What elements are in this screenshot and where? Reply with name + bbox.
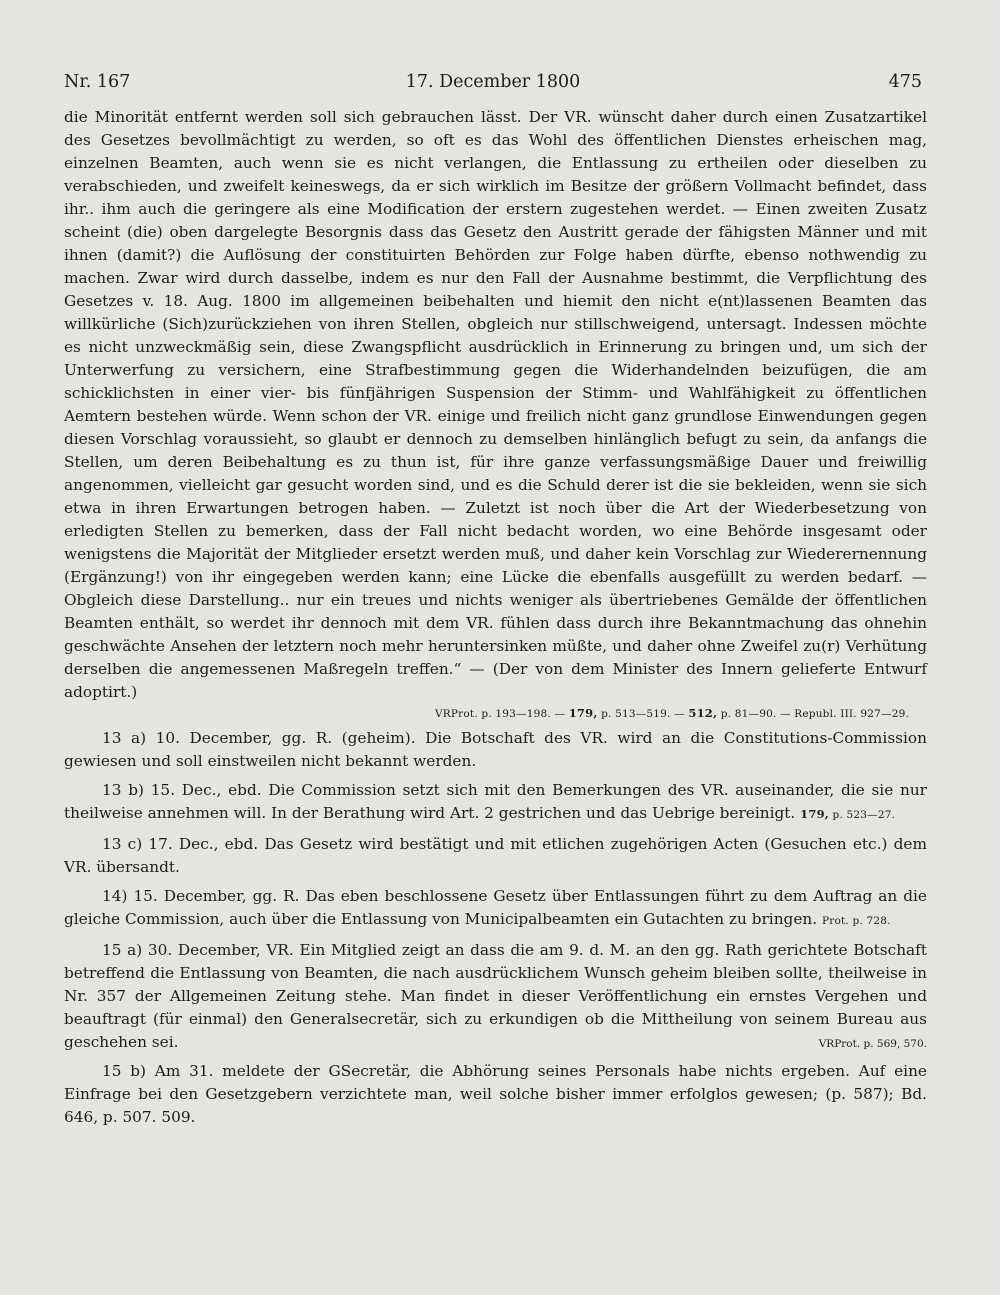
page-header <box>64 72 922 98</box>
section-text: meldete der GSecretär, die Abhörung seines Personals habe nichts ergeben. Auf eine Einfrage bei den Gesetzgebern verzichtete man, weil solche bisher immer erfolglos gewesen; (p. 587); Bd. 646, p. 507. 509. <box>64 1062 927 1126</box>
main-paragraph: die Minorität entfernt werden soll sich gebrauchen lässt. Der VR. wünscht daher durch einen Zusatzartikel des Gesetzes bevollmächtigt zu werden, so oft es das Wohl des öffentlichen Dienstes erheischen mag, einzelnen Beamten, auch wenn sie es nicht verlangen, die Entlassung zu ertheilen oder dieselben zu verabschieden, und zweifelt keineswegs, da er sich wirklich im Besitze der größern Vollmacht befindet, dass ihr.. ihm auch die geringere als eine Modification der erstern zugestehen werdet. — Einen zweiten Zusatz scheint (die) oben dargelegte Besorgnis dass das Gesetz den Austritt gerade der fähigsten Männer und mit ihnen (damit?) die Auflösung der constituirten Behörden zur Folge haben dürfte, ebenso nothwendig zu machen. Zwar wird durch dasselbe, indem es nur den Fall der Ausnahme bestimmt, die Verpflichtung des Gesetzes v. 18. Aug. 1800 im allgemeinen beibehalten und hiemit den nicht e(nt)lassenen Beamten das willkürliche (Sich)zurückziehen von ihren Stellen, obgleich nur stillschweigend, untersagt. Indessen möchte es nicht unzweckmäßig sein, diese Zwangspflicht ausdrücklich in Erinnerung zu bringen und, um sich der Unterwerfung zu versichern, eine Strafbestimmung gegen die Widerhandelnden beizufügen, die am schicklichsten in einer vier- bis fünfjährigen Suspension der Stimm- und Wahlfähigkeit zu öffentlichen Aemtern bestehen würde. Wenn schon der VR. einige und freilich nicht ganz grundlose Einwendungen gegen diesen Vorschlag voraussieht, so glaubt er dennoch zu demselben hinlänglich befugt zu sein, da anfangs die Stellen, um deren Beibehaltung es zu thun ist, für ihre ganze verfassungsmäßige Dauer und freiwillig angenommen, vielleicht gar gesucht worden sind, und es die Schuld derer ist die sie bekleiden, wenn sie sich etwa in ihren Erwartungen betrogen haben. — Zuletzt ist noch über die Art der Wiederbesetzung von erledigten Stellen zu bemerken, dass der Fall nicht bedacht worden, wo eine Behörde insgesamt oder wenigstens die Majorität der Mitglieder ersetzt werden muß, und daher kein Vorschlag zur Wiederernennung (Ergänzung!) von ihr eingegeben werden kann; eine Lücke die ebenfalls ausgefüllt zu werden bedarf. — Obgleich diese Darstellung.. nur ein treues und nichts weniger als übertriebenes Gemälde der öffentlichen Beamten enthält, so werdet ihr dennoch mit dem VR. fühlen dass durch ihre Bekanntmachung das ohnehin geschwächte Ansehen der letztern noch mehr heruntersinken müßte, und daher ohne Zweifel zu(r) Verhütung derselben die angemessenen Maßregeln treffen.“ — (Der von dem Minister des Innern gelieferte Entwurf adoptirt.) <box>64 108 927 701</box>
section-reference: VRProt. p. 569, 570. <box>818 1038 927 1050</box>
section-14 <box>64 885 927 933</box>
section-text: Die Commission setzt sich mit den Bemerkungen des VR. auseinander, die sie nur theilweise annehmen will. In der Berathung wird Art. 2 gestrichen und das Uebrige bereinigt. <box>64 781 927 822</box>
section-lead: 13 a) 10. December, gg. R. (geheim). <box>102 729 416 747</box>
section-lead: 13 b) 15. Dec., ebd. <box>102 781 262 799</box>
ref-part: p. 523—27. <box>832 809 896 821</box>
section-text: Die Botschaft des VR. wird an die Constitutions-Commission gewiesen und soll einstweilen nicht bekannt werden. <box>64 729 927 770</box>
section-lead: 14) 15. December, gg. R. <box>102 887 300 905</box>
ref-part-bold: 179, <box>568 706 598 720</box>
section-lead: 15 b) Am 31. <box>102 1062 214 1080</box>
document-number: Nr. 167 <box>64 72 131 92</box>
section-reference: Prot. p. 728. <box>821 915 891 927</box>
page-number: 475 <box>888 72 922 92</box>
ref-part: VRProt. p. 193—198. — <box>435 708 566 720</box>
section-15a <box>64 939 927 1054</box>
section-text: Das Gesetz wird bestätigt und mit etlichen zugehörigen Acten (Gesuchen etc.) dem VR. übersandt. <box>64 835 927 876</box>
header-date: 17. December 1800 <box>405 72 581 92</box>
section-reference <box>800 809 895 821</box>
section-13a <box>64 727 927 773</box>
document-body <box>64 106 927 1129</box>
ref-part: p. 513—519. — <box>601 708 685 720</box>
ref-part: p. 81—90. — Republ. III. 927—29. <box>720 708 909 720</box>
section-text: Ein Mitglied zeigt an dass die am 9. d. M. an den gg. Rath gerichtete Botschaft betreffend die Entlassung von Beamten, die nach ausdrücklichem Wunsch geheim bleiben sollte, theilweise in Nr. 357 der Allgemeinen Zeitung stehe. Man findet in dieser Veröffentlichung ein ernstes Vergehen und beauftragt (für einmal) den Generalsecretär, sich zu erkundigen ob die Mittheilung von seinem Bureau aus geschehen sei. <box>64 941 927 1051</box>
section-15b <box>64 1060 927 1129</box>
ref-part-bold: 179, <box>800 807 829 821</box>
section-13c <box>64 833 927 879</box>
ref-part-bold: 512, <box>688 706 718 720</box>
main-source-reference <box>64 706 909 721</box>
section-text: Das eben beschlossene Gesetz über Entlassungen führt zu dem Auftrag an die gleiche Commission, auch über die Entlassung von Municipalbeamten ein Gutachten zu bringen. <box>64 887 927 928</box>
section-13b <box>64 779 927 827</box>
section-lead: 15 a) 30. December, VR. <box>102 941 294 959</box>
section-lead: 13 c) 17. Dec., ebd. <box>102 835 259 853</box>
